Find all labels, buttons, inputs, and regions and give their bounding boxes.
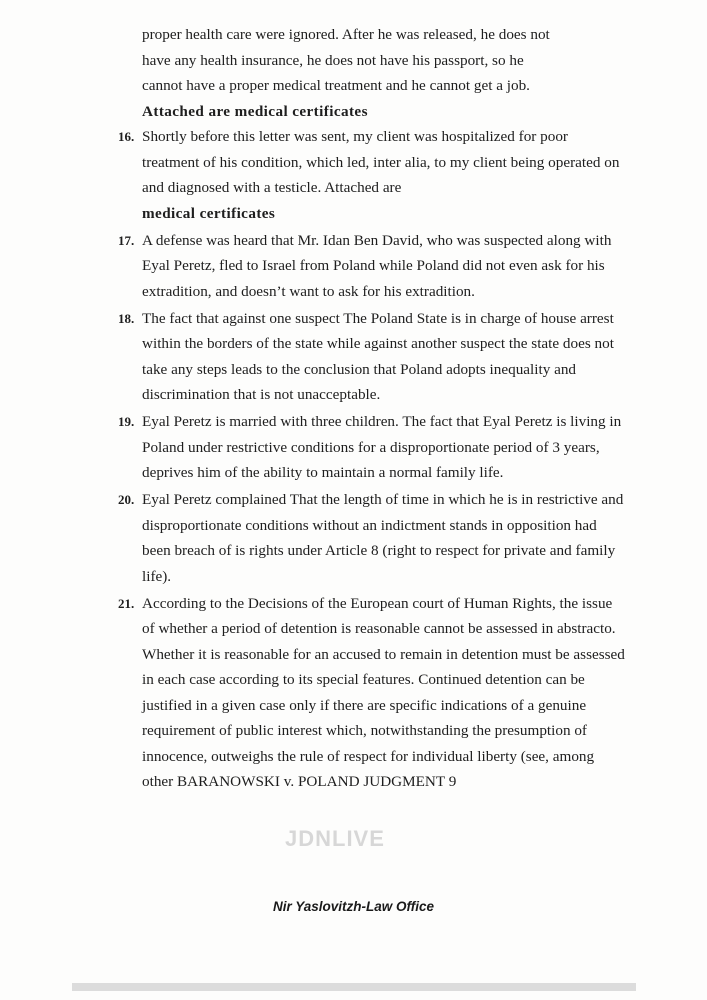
paragraph-number: 16.: [118, 129, 135, 144]
paragraph-20: [118, 487, 628, 589]
paragraph-number: 20.: [118, 492, 135, 507]
attachment-note: medical certificates: [142, 204, 276, 222]
intro-paragraph: [118, 22, 628, 124]
intro-attachment-note: Attached are medical certificates: [142, 102, 368, 120]
paragraph-18: [118, 306, 628, 408]
document-body: [118, 22, 628, 796]
paragraph-17: [118, 228, 628, 305]
paragraph-number: 19.: [118, 414, 135, 429]
scan-edge-divider: [72, 983, 636, 991]
paragraph-text-block: [142, 124, 628, 226]
paragraph-text: According to the Decisions of the European court of Human Rights, the issue of whether a period of detention is reasonable cannot be assessed in abstracto. Whether it is reasonable for an accused to remain in detention must be assessed in each case according to its special features. Continued detention can be justified in a given case only if there are specific indications of a genuine requirement of public interest which, notwithstanding the presumption of innocence, outweighs the rule of respect for individual liberty (see, among other BARANOWSKI v. POLAND JUDGMENT 9: [142, 594, 625, 790]
footer-signature: Nir Yaslovitzh-Law Office: [272, 899, 435, 914]
intro-line: proper health care were ignored. After he was released, he does not: [142, 26, 550, 43]
paragraph-16: [118, 124, 628, 226]
intro-line: have any health insurance, he does not have his passport, so he: [142, 51, 524, 69]
paragraph-text: The fact that against one suspect The Poland State is in charge of house arrest within the borders of the state while against another suspect the state does not take any steps leads to the conclusion that Poland adopts inequality and discrimination that is not unacceptable.: [142, 309, 614, 403]
paragraph-19: [118, 409, 628, 486]
watermark-logo: JDNLIVE: [285, 826, 385, 851]
paragraph-text: Eyal Peretz complained That the length of time in which he is in restrictive and disproportionate conditions without an indictment stands in opposition had been breach of is rights under Article 8 (right to respect for private and family life).: [142, 491, 624, 585]
intro-line: cannot have a proper medical treatment and he cannot get a job.: [142, 77, 530, 94]
paragraph-text: A defense was heard that Mr. Idan Ben David, who was suspected along with Eyal Peretz, fled to Israel from Poland while Poland did not even ask for his extradition, and doesn’t want to ask for his extradition.: [142, 231, 612, 300]
paragraph-number: 17.: [118, 232, 135, 248]
paragraph-number: 18.: [118, 310, 135, 326]
paragraph-text: Shortly before this letter was sent, my client was hospitalized for poor treatment of his condition, which led, inter alia, to my client being operated on and diagnosed with a testicle. Attached are: [142, 128, 620, 196]
paragraph-text: Eyal Peretz is married with three children. The fact that Eyal Peretz is living in Poland under restrictive conditions for a disproportionate period of 3 years, deprives him of the ability to maintain a normal family life.: [142, 413, 622, 481]
paragraph-number: 21.: [118, 595, 135, 611]
paragraph-21: [118, 591, 628, 795]
